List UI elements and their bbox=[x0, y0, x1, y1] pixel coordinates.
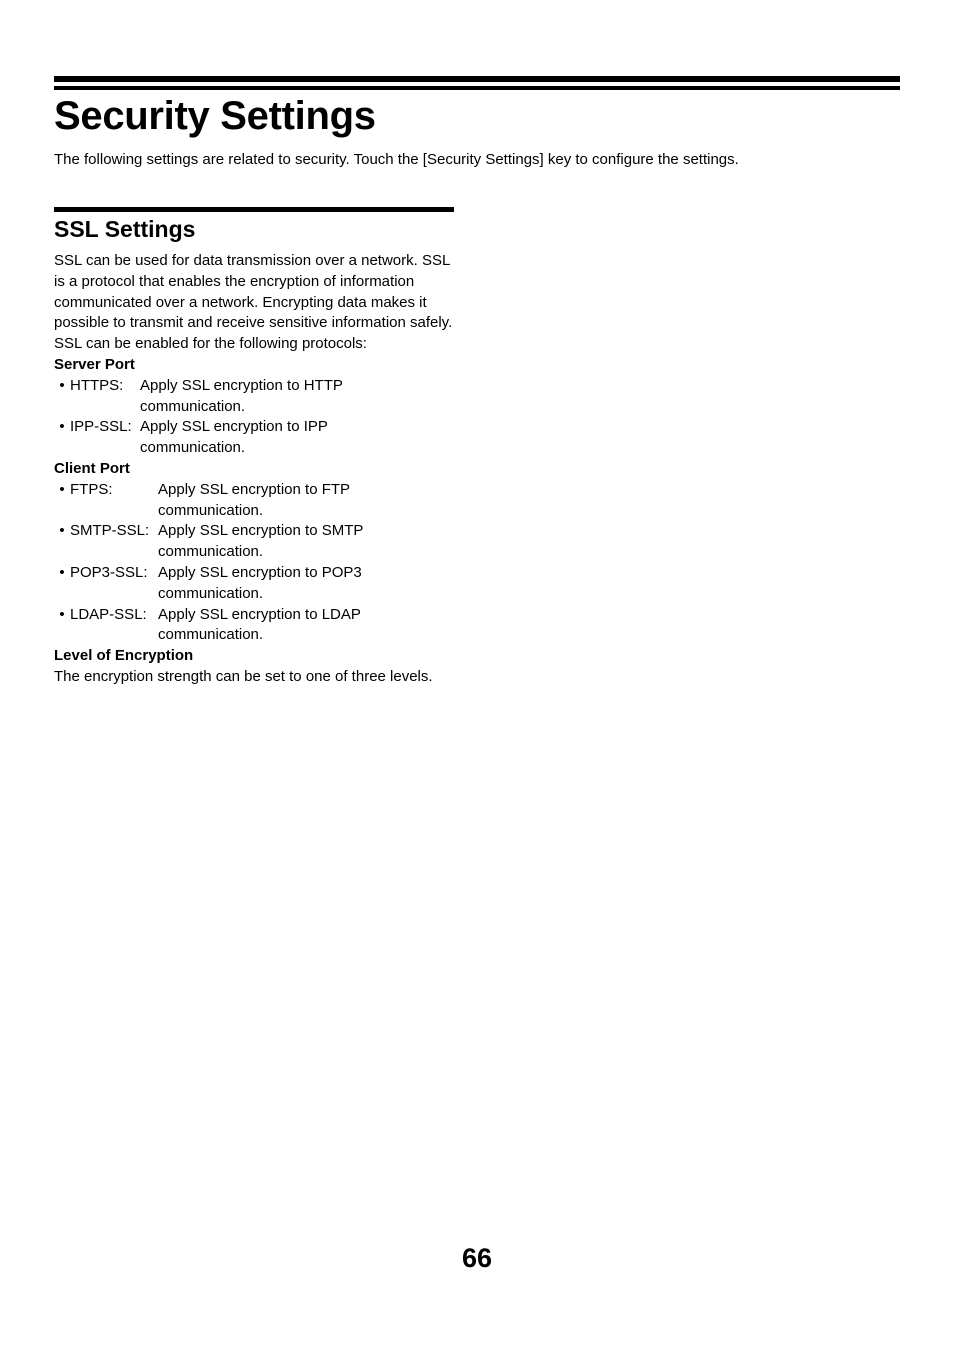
list-item bbox=[54, 521, 464, 563]
protocol-desc: Apply SSL encryption to SMTP communication. bbox=[158, 522, 364, 561]
list-item bbox=[54, 605, 464, 647]
list-item bbox=[54, 376, 464, 418]
bullet-icon: • bbox=[59, 376, 65, 394]
list-item bbox=[54, 480, 464, 522]
protocols-line: SSL can be enabled for the following protocols: bbox=[54, 335, 367, 353]
ssl-paragraph: SSL can be used for data transmission over a network. SSL is a protocol that enables the encryption of information communicated over a network. Encrypting data makes it possible to transmit and receive sensitive information safely. bbox=[54, 252, 453, 332]
protocol-term: LDAP-SSL: bbox=[70, 605, 147, 623]
encryption-text: The encryption strength can be set to one of three levels. bbox=[54, 667, 433, 685]
bullet-icon: • bbox=[59, 605, 65, 623]
protocol-desc: Apply SSL encryption to FTP communication. bbox=[158, 480, 350, 519]
protocol-term: FTPS: bbox=[70, 480, 113, 498]
title-rule-thin bbox=[54, 86, 900, 90]
section-rule bbox=[54, 207, 454, 212]
title-rule-thick bbox=[54, 76, 900, 82]
ssl-section-body bbox=[54, 251, 464, 688]
protocol-term: POP3-SSL: bbox=[70, 563, 148, 581]
protocol-desc: Apply SSL encryption to HTTP communication. bbox=[140, 376, 343, 415]
bullet-icon: • bbox=[59, 563, 65, 581]
bullet-icon: • bbox=[59, 522, 65, 540]
page-number: 66 bbox=[461, 1243, 493, 1273]
server-port-heading: Server Port bbox=[54, 355, 135, 373]
bullet-icon: • bbox=[59, 480, 65, 498]
section-title-ssl: SSL Settings bbox=[54, 216, 196, 242]
encryption-heading: Level of Encryption bbox=[54, 647, 194, 665]
protocol-desc: Apply SSL encryption to POP3 communication. bbox=[158, 563, 362, 602]
protocol-term: IPP-SSL: bbox=[70, 418, 132, 436]
protocol-term: HTTPS: bbox=[70, 376, 124, 394]
protocol-term: SMTP-SSL: bbox=[70, 522, 150, 540]
protocol-desc: Apply SSL encryption to IPP communication. bbox=[140, 418, 328, 457]
client-port-heading: Client Port bbox=[54, 459, 130, 477]
server-port-list bbox=[54, 376, 464, 459]
protocol-desc: Apply SSL encryption to LDAP communication. bbox=[158, 605, 361, 644]
bullet-icon: • bbox=[59, 418, 65, 436]
intro-text: The following settings are related to security. Touch the [Security Settings] key to configure the settings. bbox=[54, 151, 739, 168]
list-item bbox=[54, 417, 464, 459]
page-title: Security Settings bbox=[54, 94, 376, 138]
list-item bbox=[54, 563, 464, 605]
client-port-list bbox=[54, 480, 464, 646]
